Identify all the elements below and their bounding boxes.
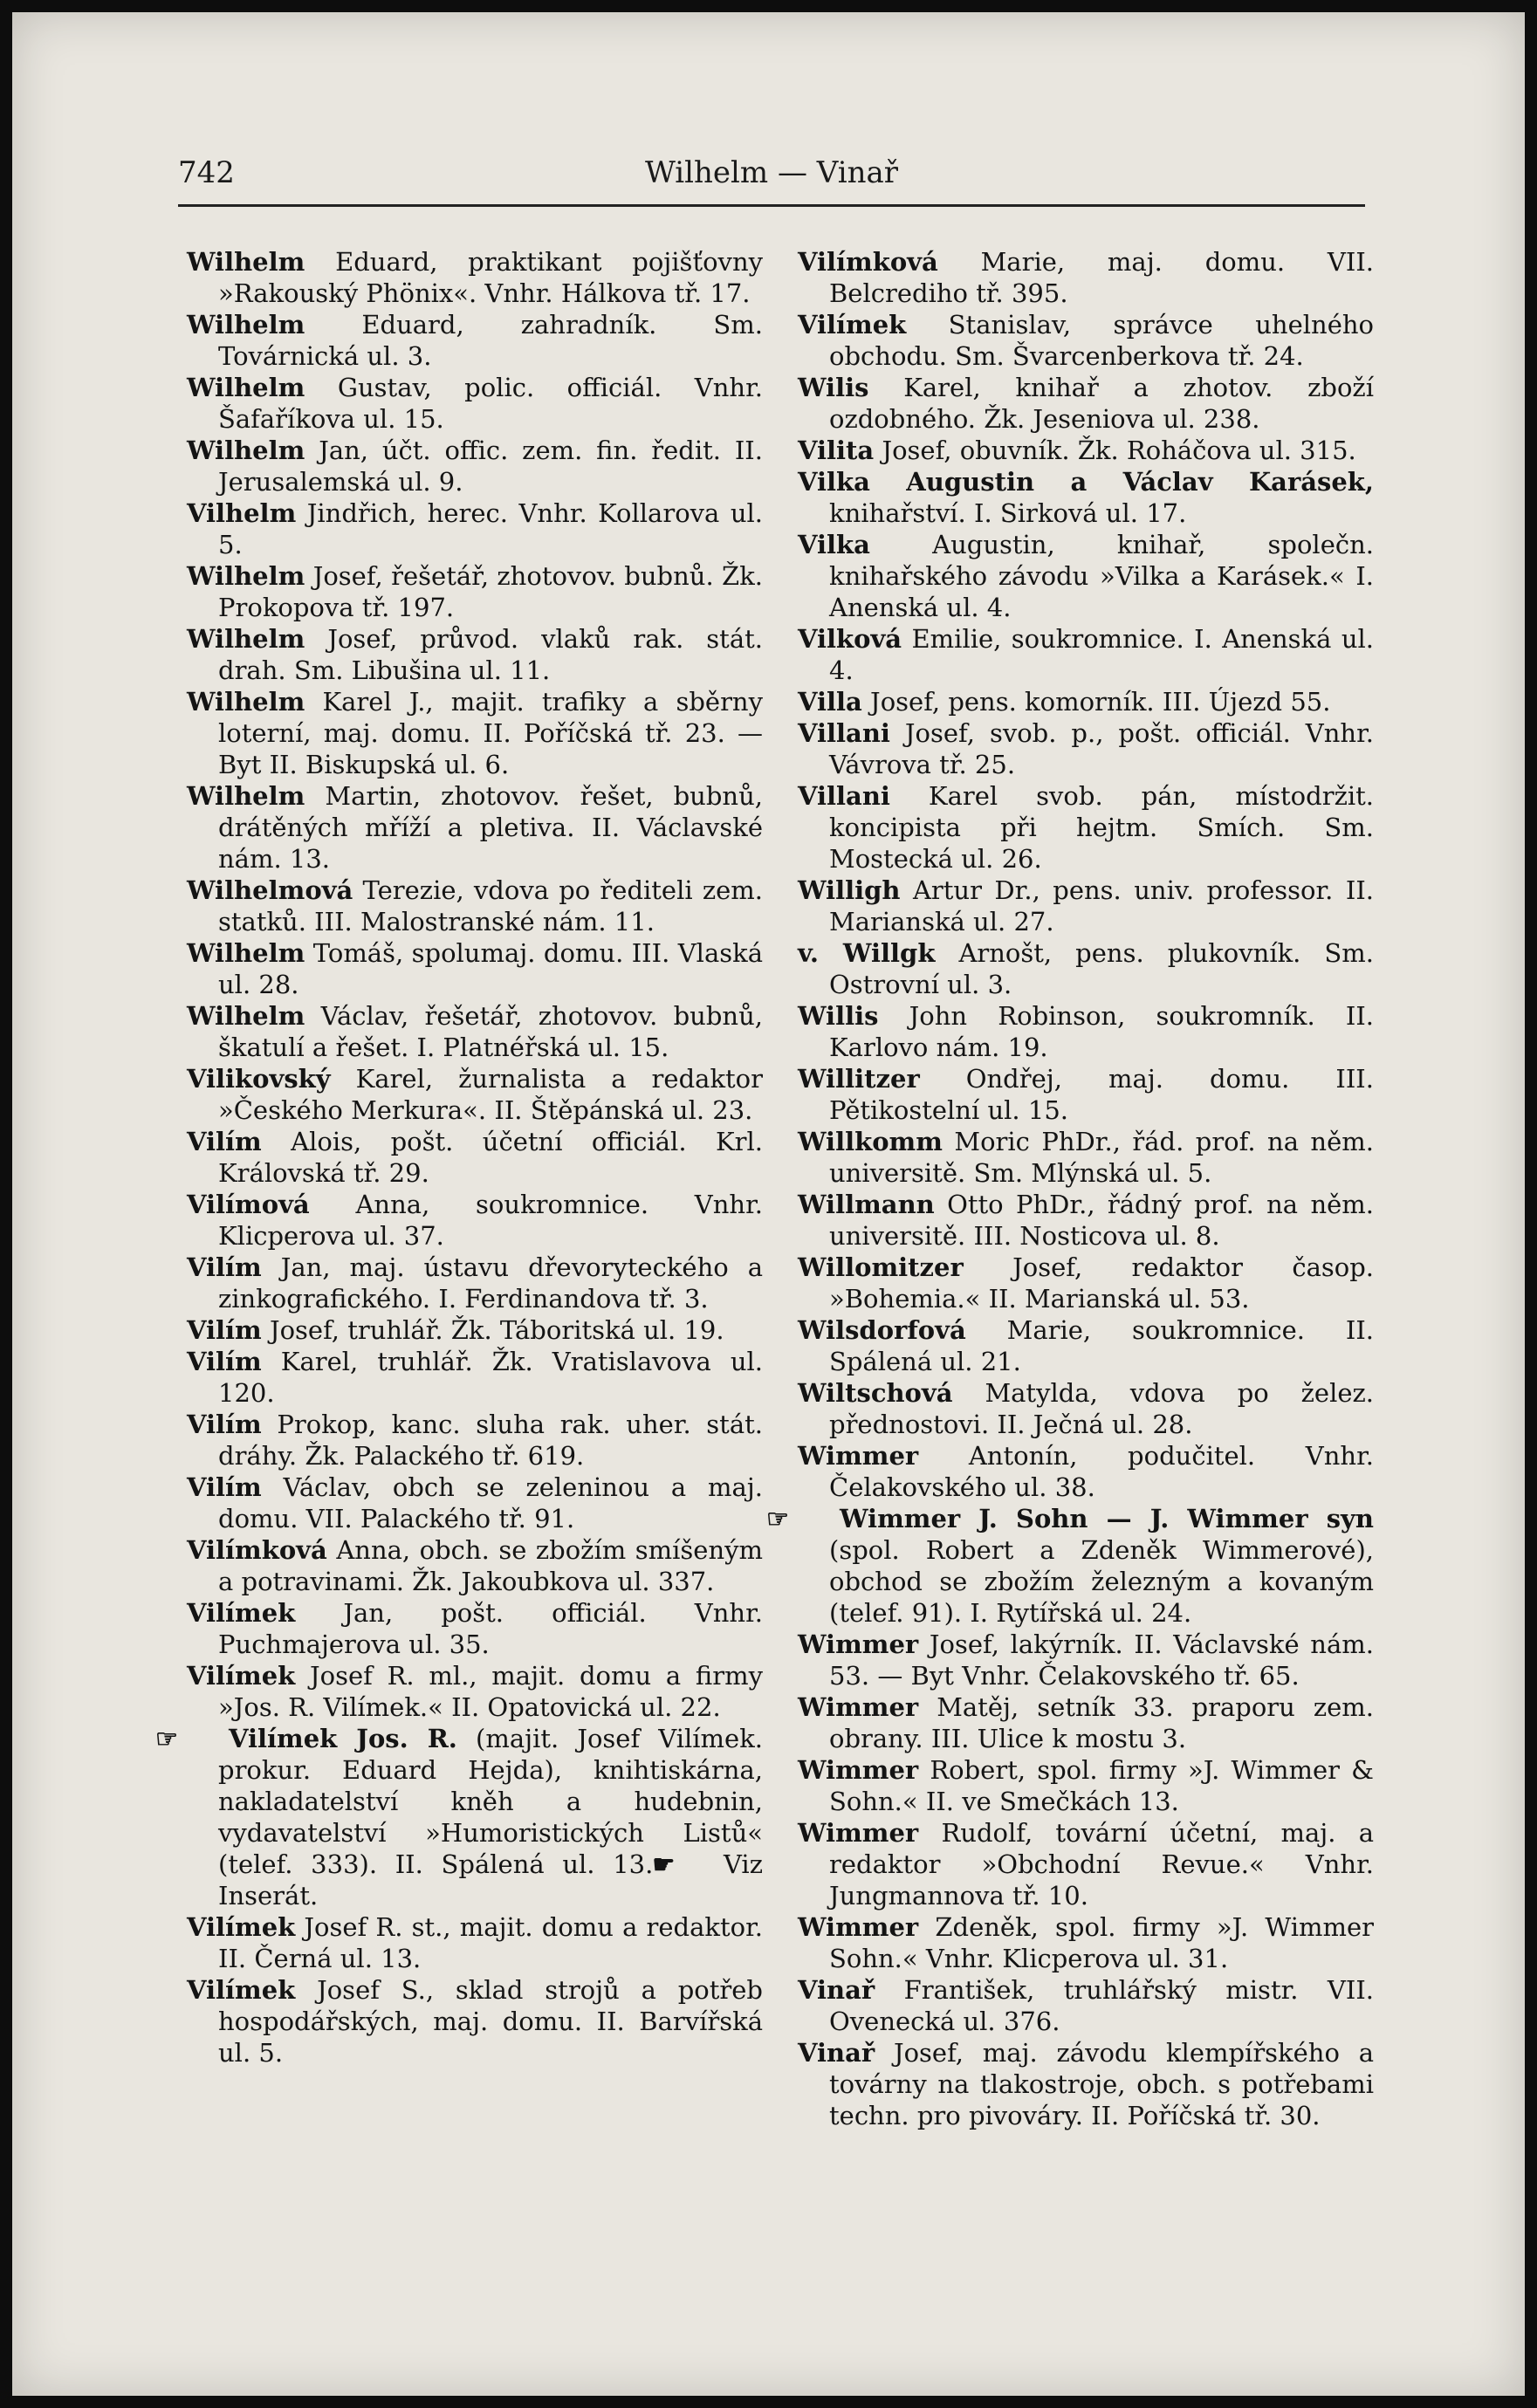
directory-entry bbox=[187, 1126, 763, 1189]
directory-entry bbox=[798, 466, 1374, 529]
entry-name: Wilhelm bbox=[187, 1001, 305, 1031]
directory-entry bbox=[798, 1754, 1374, 1817]
entry-name: Vilková bbox=[798, 624, 902, 654]
entry-name: Vilka Augustin a Václav Karásek, bbox=[798, 467, 1374, 497]
directory-entry bbox=[798, 2037, 1374, 2131]
directory-entry bbox=[187, 1063, 763, 1126]
running-head: Wilhelm — Vinař bbox=[644, 155, 899, 190]
directory-entry bbox=[187, 309, 763, 372]
entry-name: Villani bbox=[798, 718, 890, 748]
directory-entry bbox=[798, 246, 1374, 309]
entry-text: Alois, pošt. účetní officiál. Krl. Královská tř. 29. bbox=[218, 1127, 763, 1188]
entry-text: Josef R. ml., majit. domu a firmy »Jos. R. Vilímek.« II. Opatovická ul. 22. bbox=[218, 1661, 763, 1722]
left-column bbox=[155, 246, 763, 2068]
directory-entry bbox=[187, 1534, 763, 1597]
entry-name: Wimmer bbox=[798, 1755, 919, 1785]
directory-entry bbox=[187, 1346, 763, 1409]
entry-name: Vilímková bbox=[187, 1535, 327, 1565]
directory-entry bbox=[187, 1472, 763, 1534]
entry-name: Vilím bbox=[187, 1347, 262, 1376]
entry-name: Wilhelm bbox=[187, 624, 305, 654]
entry-text: Josef, řešetář, zhotovov. bubnů. Žk. Prokopova tř. 197. bbox=[218, 561, 763, 622]
entry-text: Josef, obuvník. Žk. Roháčova ul. 315. bbox=[874, 436, 1356, 465]
directory-entry bbox=[187, 1911, 763, 1974]
entry-name: Vilka bbox=[798, 530, 870, 559]
directory-entry bbox=[798, 1440, 1374, 1503]
directory-entry bbox=[187, 1660, 763, 1723]
entry-text: Josef, průvod. vlaků rak. stát. drah. Sm. Libušina ul. 11. bbox=[218, 624, 763, 685]
entry-text: Viz Inserát. bbox=[218, 1849, 763, 1911]
directory-entry bbox=[187, 372, 763, 435]
directory-entry bbox=[798, 1911, 1374, 1974]
entry-name: Vilímková bbox=[798, 247, 938, 277]
entry-text: Matěj, setník 33. praporu zem. obrany. III. Ulice k mostu 3. bbox=[829, 1692, 1374, 1753]
entry-text: Karel, žurnalista a redaktor »Českého Merkura«. II. Štěpánská ul. 23. bbox=[218, 1064, 763, 1125]
directory-entry bbox=[187, 560, 763, 623]
directory-entry bbox=[187, 1409, 763, 1472]
entry-text: Karel J., majit. trafiky a sběrny loterní, maj. domu. II. Poříčská tř. 23. — Byt II. Biskupská ul. 6. bbox=[218, 687, 763, 779]
entry-name: Willitzer bbox=[798, 1064, 920, 1094]
entry-text: Ondřej, maj. domu. III. Pětikostelní ul. 15. bbox=[829, 1064, 1374, 1125]
entry-text: Matylda, vdova po želez. přednostovi. II. Ječná ul. 28. bbox=[829, 1378, 1374, 1439]
header-rule bbox=[178, 204, 1365, 207]
entry-text: Marie, maj. domu. VII. Belcrediho tř. 395. bbox=[829, 247, 1374, 308]
entry-text: Václav, obch se zeleninou a maj. domu. VII. Palackého tř. 91. bbox=[218, 1472, 763, 1533]
entry-name: Willmann bbox=[798, 1190, 935, 1219]
entry-name: Wiltschová bbox=[798, 1378, 953, 1408]
entry-text: Marie, soukromnice. II. Spálená ul. 21. bbox=[829, 1315, 1374, 1376]
entry-name: Wimmer bbox=[798, 1441, 919, 1471]
pointing-hand-icon: ☞ bbox=[766, 1504, 789, 1533]
directory-entry bbox=[187, 435, 763, 497]
directory-entry bbox=[187, 246, 763, 309]
entry-text: Josef, redaktor časop. »Bohemia.« II. Marianská ul. 53. bbox=[829, 1252, 1374, 1314]
entry-name: Wilhelm bbox=[187, 247, 305, 277]
directory-entry bbox=[798, 1691, 1374, 1754]
directory-entry bbox=[187, 937, 763, 1000]
entry-text: knihařství. I. Sirková ul. 17. bbox=[829, 498, 1187, 528]
entry-name: Wimmer bbox=[798, 1818, 919, 1848]
entry-text: Tomáš, spolumaj. domu. III. Vlaská ul. 28. bbox=[218, 938, 763, 999]
entry-name: Vilhelm bbox=[187, 498, 297, 528]
directory-entry bbox=[798, 1377, 1374, 1440]
directory-entry bbox=[798, 1629, 1374, 1691]
directory-entry bbox=[187, 1252, 763, 1314]
entry-text: Rudolf, tovární účetní, maj. a redaktor »Obchodní Revue.« Vnhr. Jungmannova tř. 10. bbox=[829, 1818, 1374, 1911]
directory-entry bbox=[187, 780, 763, 875]
page-header bbox=[178, 152, 1365, 204]
entry-text: Karel svob. pán, místodržit. koncipista při hejtm. Smích. Sm. Mostecká ul. 26. bbox=[829, 781, 1374, 874]
entry-name: v. Willgk bbox=[798, 938, 936, 968]
entry-name: Vilímek bbox=[187, 1975, 296, 2005]
directory-entry bbox=[798, 372, 1374, 435]
entry-text: Josef S., sklad strojů a potřeb hospodářských, maj. domu. II. Barvířská ul. 5. bbox=[218, 1975, 763, 2068]
directory-entry bbox=[798, 435, 1374, 466]
directory-entry bbox=[187, 1000, 763, 1063]
entry-text: Zdeněk, spol. firmy »J. Wimmer Sohn.« Vnhr. Klicperova ul. 31. bbox=[829, 1912, 1374, 1973]
directory-entry bbox=[798, 309, 1374, 372]
entry-name: Vilím bbox=[187, 1472, 262, 1502]
entry-name: Wilhelm bbox=[187, 310, 305, 340]
entry-text: Jindřich, herec. Vnhr. Kollarova ul. 5. bbox=[218, 498, 763, 559]
entry-text: Prokop, kanc. sluha rak. uher. stát. dráhy. Žk. Palackého tř. 619. bbox=[218, 1410, 763, 1471]
page-number: 742 bbox=[178, 155, 235, 190]
directory-entry bbox=[798, 529, 1374, 623]
entry-text: (majit. Josef Vilímek. prokur. Eduard Hejda), knihtiskárna, nakladatelství kněh a hudebnin, vydavatelství »Humoristických Listů« (telef. 333). II. Spálená ul. 13. bbox=[218, 1724, 763, 1879]
entry-name: Wimmer bbox=[798, 1692, 919, 1722]
directory-entry-featured bbox=[766, 1503, 1374, 1629]
pointing-hand-icon: ☞ bbox=[155, 1724, 178, 1753]
directory-entry bbox=[187, 1974, 763, 2068]
entry-text: Jan, maj. ústavu dřevoryteckého a zinkografického. I. Ferdinandova tř. 3. bbox=[218, 1252, 763, 1314]
entry-name: Vilím bbox=[187, 1315, 262, 1345]
entry-name: Vinař bbox=[798, 1975, 875, 2005]
directory-page bbox=[12, 12, 1525, 2396]
entry-name: Wilis bbox=[798, 373, 869, 402]
entry-name: Wimmer bbox=[798, 1629, 919, 1659]
entry-text: Eduard, zahradník. Sm. Továrnická ul. 3. bbox=[218, 310, 763, 371]
entry-text: Jan, účt. offic. zem. fin. ředit. II. Jerusalemská ul. 9. bbox=[218, 436, 763, 497]
directory-entry bbox=[187, 875, 763, 937]
entry-text: Stanislav, správce uhelného obchodu. Sm. Švarcenberkova tř. 24. bbox=[829, 310, 1374, 371]
entry-text: Eduard, praktikant pojišťovny »Rakouský Phönix«. Vnhr. Hálkova tř. 17. bbox=[218, 247, 763, 308]
entry-text: Josef, lakýrník. II. Václavské nám. 53. — Byt Vnhr. Čelakovského tř. 65. bbox=[829, 1629, 1374, 1691]
directory-entry bbox=[187, 1314, 763, 1346]
entry-text: Arnošt, pens. plukovník. Sm. Ostrovní ul. 3. bbox=[829, 938, 1374, 999]
pointing-hand-icon: ☛ bbox=[652, 1849, 676, 1879]
entry-name: Villani bbox=[798, 781, 890, 811]
entry-text: Karel, truhlář. Žk. Vratislavova ul. 120. bbox=[218, 1347, 763, 1408]
entry-text: Artur Dr., pens. univ. professor. II. Marianská ul. 27. bbox=[829, 875, 1374, 936]
directory-entry bbox=[798, 937, 1374, 1000]
directory-entry bbox=[798, 686, 1374, 717]
entry-name: Wilhelmová bbox=[187, 875, 353, 905]
entry-text: Jan, pošt. officiál. Vnhr. Puchmajerova ul. 35. bbox=[218, 1598, 763, 1659]
directory-entry bbox=[798, 1000, 1374, 1063]
entry-name: Willkomm bbox=[798, 1127, 943, 1156]
entry-name: Vilím bbox=[187, 1410, 262, 1439]
entry-name: Wilhelm bbox=[187, 561, 305, 591]
entry-name: Wilhelm bbox=[187, 373, 305, 402]
directory-entry bbox=[798, 1252, 1374, 1314]
entry-text: František, truhlářský mistr. VII. Ovenecká ul. 376. bbox=[829, 1975, 1374, 2036]
entry-name: Vinař bbox=[798, 2038, 875, 2068]
entry-text: Augustin, knihař, společn. knihařského závodu »Vilka a Karásek.« I. Anenská ul. 4. bbox=[829, 530, 1374, 622]
entry-name: Wilhelm bbox=[187, 781, 305, 811]
entry-text: Emilie, soukromnice. I. Anenská ul. 4. bbox=[829, 624, 1374, 685]
directory-entry bbox=[187, 623, 763, 686]
directory-entry bbox=[798, 1126, 1374, 1189]
directory-entry-featured bbox=[155, 1723, 763, 1911]
entry-name: Vilita bbox=[798, 436, 875, 465]
entry-name: Vilímek bbox=[798, 310, 907, 340]
entry-text: (spol. Robert a Zdeněk Wimmerové), obchod se zbožím železným a kovaným (telef. 91). I. Rytířská ul. 24. bbox=[829, 1535, 1374, 1628]
entry-text: Josef, truhlář. Žk. Táboritská ul. 19. bbox=[261, 1315, 724, 1345]
entry-text: Anna, obch. se zbožím smíšeným a potravinami. Žk. Jakoubkova ul. 337. bbox=[218, 1535, 763, 1596]
entry-name: Wilsdorfová bbox=[798, 1315, 966, 1345]
right-column bbox=[766, 246, 1374, 2131]
entry-text: Karel, knihař a zhotov. zboží ozdobného. Žk. Jeseniova ul. 238. bbox=[829, 373, 1374, 434]
entry-text: Gustav, polic. officiál. Vnhr. Šafaříkova ul. 15. bbox=[218, 373, 763, 434]
entry-text: Josef, maj. závodu klempířského a továrny na tlakostroje, obch. s potřebami techn. pro pivováry. II. Poříčská tř. 30. bbox=[829, 2038, 1374, 2130]
entry-name: Villa bbox=[798, 687, 862, 717]
entry-text: Otto PhDr., řádný prof. na něm. universitě. III. Nosticova ul. 8. bbox=[829, 1190, 1374, 1251]
entry-text: Moric PhDr., řád. prof. na něm. universitě. Sm. Mlýnská ul. 5. bbox=[829, 1127, 1374, 1188]
entry-text: John Robinson, soukromník. II. Karlovo nám. 19. bbox=[829, 1001, 1374, 1062]
entry-name: Willigh bbox=[798, 875, 901, 905]
entry-text: Anna, soukromnice. Vnhr. Klicperova ul. 37. bbox=[218, 1190, 763, 1251]
entry-name: Wimmer J. Sohn — J. Wimmer syn bbox=[840, 1504, 1374, 1533]
entry-name: Vilím bbox=[187, 1252, 262, 1282]
entry-name: Vilímek bbox=[187, 1912, 296, 1942]
entry-name: Wilhelm bbox=[187, 436, 305, 465]
directory-entry bbox=[798, 1817, 1374, 1911]
entry-name: Vilikovský bbox=[187, 1064, 331, 1094]
directory-entry bbox=[798, 717, 1374, 780]
entry-name: Wilhelm bbox=[187, 938, 305, 968]
entry-name: Vilím bbox=[187, 1127, 262, 1156]
entry-text: Antonín, podučitel. Vnhr. Čelakovského ul. 38. bbox=[829, 1441, 1374, 1502]
entry-name: Vilímek Jos. R. bbox=[229, 1724, 457, 1753]
entry-text: Josef R. st., majit. domu a redaktor. II. Černá ul. 13. bbox=[218, 1912, 763, 1973]
entry-text: Josef, pens. komorník. III. Újezd 55. bbox=[861, 687, 1331, 717]
entry-text: Josef, svob. p., pošt. officiál. Vnhr. Vávrova tř. 25. bbox=[829, 718, 1374, 779]
entry-name: Wimmer bbox=[798, 1912, 919, 1942]
directory-entry bbox=[798, 780, 1374, 875]
directory-entry bbox=[798, 1063, 1374, 1126]
entry-name: Willomitzer bbox=[798, 1252, 964, 1282]
directory-entry bbox=[798, 1314, 1374, 1377]
entry-name: Willis bbox=[798, 1001, 879, 1031]
entry-name: Vilímek bbox=[187, 1661, 296, 1691]
entry-name: Wilhelm bbox=[187, 687, 305, 717]
entry-name: Vilímová bbox=[187, 1190, 310, 1219]
entry-text: Václav, řešetář, zhotovov. bubnů, škatulí a řešet. I. Platnéřská ul. 15. bbox=[218, 1001, 763, 1062]
directory-entry bbox=[798, 1189, 1374, 1252]
directory-entry bbox=[187, 1597, 763, 1660]
directory-entry bbox=[187, 1189, 763, 1252]
entry-text: Terezie, vdova po řediteli zem. statků. III. Malostranské nám. 11. bbox=[218, 875, 763, 936]
directory-entry bbox=[187, 497, 763, 560]
entry-text: Martin, zhotovov. řešet, bubnů, drátěných mříží a pletiva. II. Václavské nám. 13. bbox=[218, 781, 763, 874]
directory-entry bbox=[798, 875, 1374, 937]
directory-entry bbox=[798, 623, 1374, 686]
directory-entry bbox=[798, 1974, 1374, 2037]
directory-entry bbox=[187, 686, 763, 780]
entry-text: Robert, spol. firmy »J. Wimmer & Sohn.« II. ve Smečkách 13. bbox=[829, 1755, 1374, 1816]
entry-name: Vilímek bbox=[187, 1598, 296, 1628]
